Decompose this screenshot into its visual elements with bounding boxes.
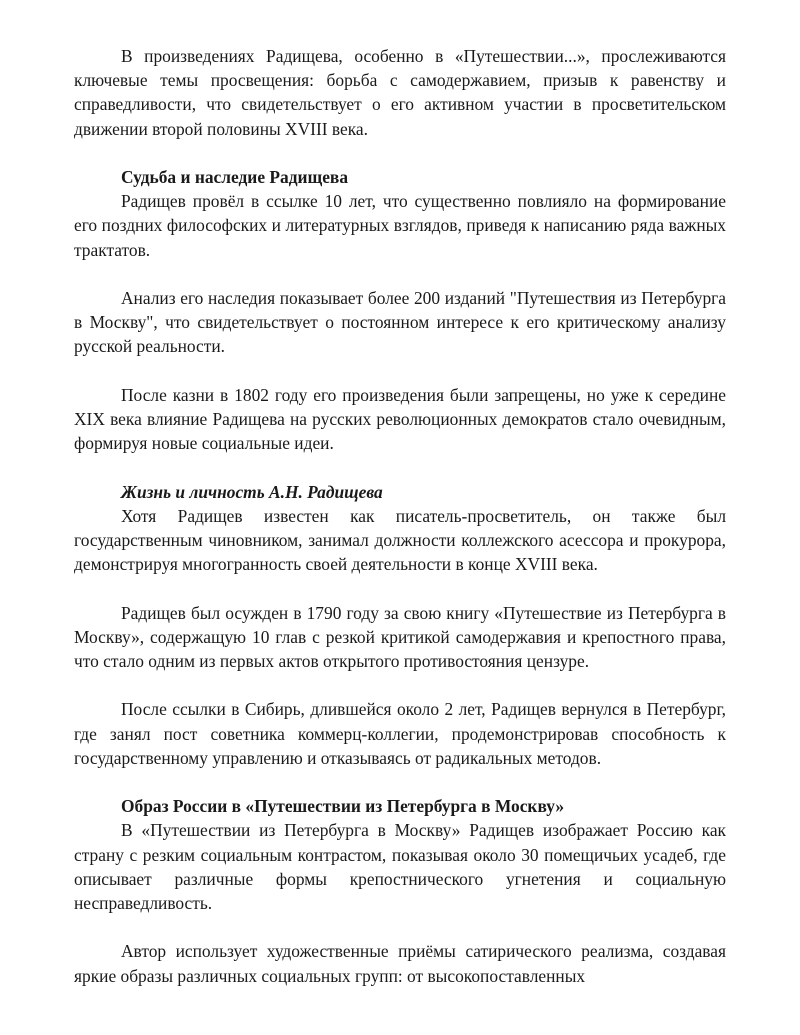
paragraph-civil-servant: Хотя Радищев известен как писатель-просветитель, он также был государственным чиновником, занимал должности коллежского асессора и прокурора, демонстрируя многогранность своей деятельности в конце XVIII века. xyxy=(74,505,726,575)
document-body xyxy=(74,44,726,988)
paragraph-social-contrast: В «Путешествии из Петербурга в Москву» Радищев изображает Россию как страну с резким социальным контрастом, показывая около 30 помещичьих усадеб, где описывает различные формы крепостнического угнетения и социальную несправедливость. xyxy=(74,820,726,913)
paragraph-enlightenment-themes: В произведениях Радищева, особенно в «Путешествии...», прослеживаются ключевые темы просвещения: борьба с самодержавием, призыв к равенству и справедливости, что свидетельствует о его активном участии в просветительском движении второй половины XVIII века. xyxy=(74,46,726,139)
section-heading-fate-legacy: Судьба и наследие Радищева xyxy=(121,167,349,187)
paragraph-legacy-editions: Анализ его наследия показывает более 200 изданий "Путешествия из Петербурга в Москву", что свидетельствует о постоянном интересе к его критическому анализу русской реальности. xyxy=(74,288,726,357)
section-heading-image-of-russia: Образ России в «Путешествии из Петербурга в Москву» xyxy=(121,796,565,817)
paragraph-works-banned: После казни в 1802 году его произведения были запрещены, но уже к середине XIX века влияние Радищева на русских революционных демократов стало очевидным, формируя новые социальные идеи. xyxy=(74,384,726,454)
paragraph-exile-years: Радищев провёл в ссылке 10 лет, что существенно повлияло на формирование его поздних философских и литературных взглядов, приведя к написанию ряда важных трактатов. xyxy=(74,191,726,260)
paragraph-conviction-1790: Радищев был осужден в 1790 году за свою книгу «Путешествие из Петербурга в Москву», содержащую 10 глав с резкой критикой самодержавия и крепостного права, что стало одним из первых актов открытого противостояния цензуре. xyxy=(74,602,726,671)
section-heading-life-personality: Жизнь и личность А.Н. Радищева xyxy=(121,481,383,502)
paragraph-satirical-realism: Автор использует художественные приёмы сатирического реализма, создавая яркие образы различных социальных групп: от высокопоставленных xyxy=(74,941,726,986)
paragraph-return-from-siberia: После ссылки в Сибирь, длившейся около 2 лет, Радищев вернулся в Петербург, где занял пост советника коммерц-коллегии, продемонстрировав способность к государственному управлению и отказываясь от радикальных методов. xyxy=(74,699,726,768)
